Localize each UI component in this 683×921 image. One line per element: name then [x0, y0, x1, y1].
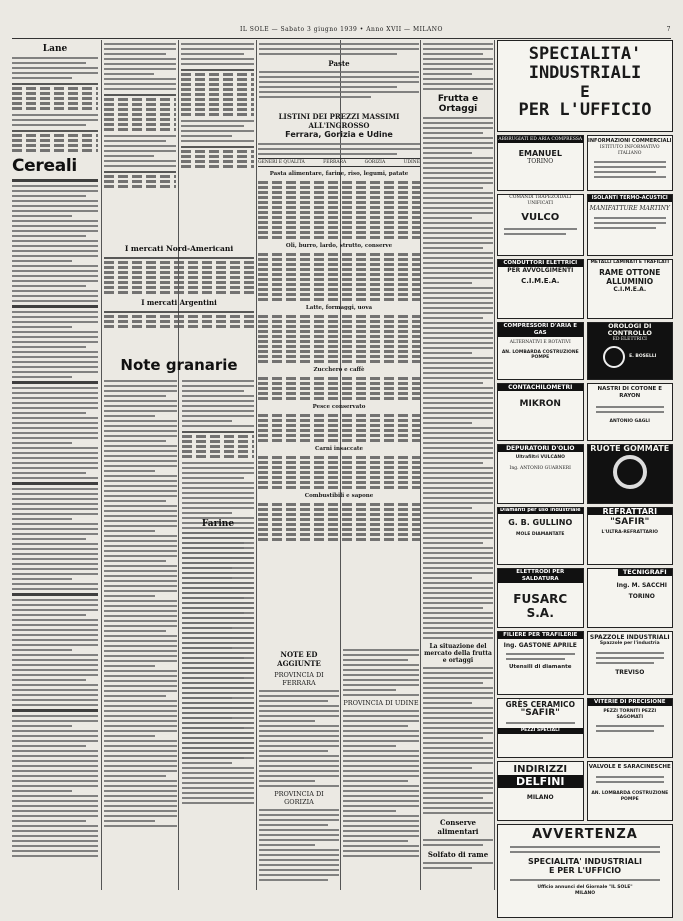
- ad-depuratori-sub: Ultrafiltri VULCANO: [515, 455, 565, 460]
- listino-category: Oli, burro, lardo, strutto, conserve: [285, 243, 393, 249]
- frutta-heading: Frutta e Ortaggi: [437, 94, 479, 114]
- ad-header-line2: INDUSTRIALI: [528, 63, 642, 83]
- ad-tecnigrafi-city: TORINO: [628, 593, 655, 600]
- listino-col-udine: UDINE: [403, 160, 420, 165]
- listino-category: Pesce conservato: [312, 404, 366, 410]
- ad-contachilometri: [497, 383, 584, 441]
- ad-filiere: [497, 631, 584, 695]
- ad-compressori-title: COMPRESSORI D'ARIA E GAS: [498, 323, 583, 337]
- ad-header-line1: SPECIALITA': [528, 44, 642, 64]
- column-rule: [101, 40, 102, 890]
- ad-orologi-title: OROLOGI DI CONTROLLO: [607, 322, 652, 337]
- ad-emanuel: [497, 135, 584, 191]
- ad-conduttori-sub: PER AVVOLGIMENTI: [507, 267, 574, 274]
- ad-compressori-name: AN. LOMBARDA COSTRUZIONE POMPE: [501, 349, 579, 360]
- listino-subtitle: Ferrara, Gorizia e Udine: [285, 130, 393, 139]
- ad-vulco: [497, 194, 584, 256]
- lane-heading: Lane: [42, 44, 68, 54]
- provincia-ferrara: PROVINCIA DI FERRARA: [274, 671, 324, 687]
- ad-indirizzi: [497, 761, 584, 821]
- ad-avvertenza-title: AVVERTENZA: [532, 827, 638, 842]
- ad-vulco-name: VULCO: [521, 212, 560, 223]
- ad-emanuel-title: ABBRUGIATI ED ARIA COMPRESSA: [498, 137, 583, 142]
- ad-viterie-title: VITERIE DI PRECISIONE: [588, 699, 673, 706]
- solfato-heading: Solfato di rame: [427, 850, 489, 859]
- ad-valvole: [587, 761, 674, 821]
- listino-col-ferrara: FERRARA: [323, 160, 347, 165]
- ad-header-line3: E: [580, 82, 590, 101]
- mercati-na-heading: I mercati Nord-Americani: [124, 244, 234, 253]
- paste-heading: Paste: [328, 59, 350, 68]
- ad-spazzole-title: SPAZZOLE INDUSTRIALI: [589, 634, 670, 641]
- ad-contachilometri-title: CONTACHILOMETRI: [498, 384, 583, 391]
- ad-diamanti: [497, 507, 584, 565]
- note-aggiunte-heading: NOTE ED AGGIUNTE: [277, 650, 321, 668]
- ad-gres-title: GRÈS CERAMICO: [505, 700, 575, 709]
- running-head: [12, 26, 671, 39]
- cereali-text: [12, 179, 98, 857]
- provincia-udine: PROVINCIA DI UDINE: [343, 699, 419, 707]
- ad-depuratori: [497, 444, 584, 504]
- ad-info-title: INFORMAZIONI COMMERCIALI: [587, 138, 672, 144]
- ad-refrattari: [587, 507, 674, 565]
- ad-orologi-sub: ED ELETTRICI: [612, 337, 647, 342]
- ad-valvole-name: AN. LOMBARDA COSTRUZIONE POMPE: [591, 791, 669, 802]
- provincia-udine-block: [343, 646, 419, 890]
- listino-col-generi: GENERI E QUALITÀ: [258, 160, 305, 165]
- ad-elettrodi-name: FUSARC S.A.: [513, 592, 568, 620]
- page-number: 7: [666, 26, 671, 33]
- ad-depuratori-name: Ing. ANTONIO GUARNERI: [509, 465, 571, 471]
- ad-diamanti-name: G. B. GULLINO: [508, 517, 573, 527]
- ad-gres-name: "SAFIR": [520, 708, 560, 718]
- ad-info-sub: ISTITUTO INFORMATIVO ITALIANO: [599, 145, 660, 156]
- ad-refrattari-name: "SAFIR": [610, 517, 650, 527]
- ad-indirizzi-name: DELFINI: [498, 775, 583, 788]
- ad-emanuel-name: EMANUEL: [518, 149, 562, 158]
- ad-orologi: [587, 322, 674, 380]
- ad-nastri-name: ANTONIO GAGLI: [609, 419, 650, 424]
- ad-tecnigrafi-name: Ing. M. SACCHI: [616, 582, 668, 589]
- listino-title: LISTINI DEI PREZZI MASSIMI ALL'INGROSSO: [278, 112, 400, 130]
- ad-metalli: [587, 259, 674, 319]
- ad-specialita-header: [497, 40, 673, 132]
- running-head-text: IL SOLE — Sabato 3 giugno 1939 • Anno XVII — MILANO: [240, 26, 443, 33]
- ad-conduttori-title: CONDUTTORI ELETTRICI: [498, 260, 583, 267]
- listino-category: Latte, formaggi, uova: [305, 305, 373, 311]
- ad-filiere-name: Ing. GASTONE APRILE: [503, 642, 577, 649]
- ad-contachilometri-name: MIKRON: [519, 399, 561, 409]
- ad-compressori-sub: ALTERNATIVI E ROTATIVI: [509, 340, 571, 345]
- ad-elettrodi-title: ELETTRODI PER SALDATURA: [498, 569, 583, 583]
- lane-text: [12, 57, 98, 79]
- ad-nastri: [587, 383, 674, 441]
- listino-header-row: [258, 158, 420, 167]
- ad-isolanti-name: MANIFATTURE MARTINY: [589, 205, 670, 212]
- ad-gres: [497, 698, 584, 758]
- ad-indirizzi-title: INDIRIZZI: [513, 764, 568, 775]
- ad-spazzole-sub: Spazzole per l'industria: [599, 641, 660, 646]
- ad-compressori: [497, 322, 584, 380]
- conserve-heading: Conserve alimentari: [437, 818, 479, 836]
- listino-col-gorizia: GORIZIA: [364, 160, 386, 165]
- listino-category: Zucchero e caffè: [313, 367, 365, 373]
- ad-refrattari-title: REFRATTARI: [588, 508, 673, 515]
- ad-avvertenza-mid2: E PER L'UFFICIO: [548, 866, 622, 875]
- column-1: [12, 40, 98, 888]
- provincia-gorizia: PROVINCIA DI GORIZIA: [274, 790, 324, 806]
- frutta-column: [423, 40, 493, 888]
- lane-table: [12, 83, 98, 110]
- ad-diamanti-title: Diamanti per uso industriale: [499, 507, 581, 513]
- ad-tecnigrafi-title: TECNIGRAFI: [618, 569, 673, 576]
- ad-orologi-name: E. BOSELLI: [629, 353, 657, 359]
- ad-avvertenza-mid1: SPECIALITA' INDUSTRIALI: [528, 857, 642, 866]
- ad-metalli-name: C.I.M.E.A.: [613, 285, 647, 293]
- ad-avvertenza-foot: Ufficio annunci del Giornale "IL SOLE": [537, 885, 633, 890]
- ad-vulco-title: COMANDI TRAPEZOIDALI UNIFICATI: [509, 195, 572, 206]
- ad-indirizzi-city: MILANO: [526, 794, 554, 801]
- note-granarie-heading: Note granarie: [120, 356, 238, 374]
- situazione-heading: La situazione del mercato della frutta e ortaggi: [424, 643, 492, 664]
- ad-tecnigrafi: [587, 568, 674, 628]
- mercati-arg-heading: I mercati Argentini: [141, 298, 217, 307]
- ad-header-line4: PER L'UFFICIO: [518, 100, 652, 120]
- ad-depuratori-title: DEPURATORI D'OLIO: [498, 445, 583, 452]
- listino-category: Carni insaccate: [315, 446, 363, 452]
- column-rule: [420, 40, 421, 890]
- ad-spazzole-city: TREVISO: [615, 668, 645, 676]
- ad-spazzole: [587, 631, 674, 695]
- ad-filiere-sub: Utensili di diamante: [508, 664, 572, 670]
- farine-heading: Farine: [201, 519, 235, 529]
- mercati-na-block: [104, 240, 254, 350]
- listino-prezzi: [258, 112, 420, 545]
- listino-category: Pasta alimentare, farine, riso, legumi, patate: [269, 171, 409, 177]
- ad-diamanti-sub: MOLE DIAMANTATE: [516, 531, 565, 537]
- ad-avvertenza: [497, 824, 673, 918]
- ad-informazioni: [587, 135, 674, 191]
- ad-isolanti: [587, 194, 674, 256]
- column-rule: [494, 40, 495, 890]
- farine-block: [182, 515, 254, 890]
- ad-conduttori-name: C.I.M.E.A.: [521, 277, 560, 285]
- column-rule: [256, 40, 257, 890]
- note-aggiunte-block: [259, 646, 339, 890]
- ad-viterie: [587, 698, 674, 758]
- paste-block: [259, 40, 419, 110]
- ad-ruote-title: RUOTE GOMMATE: [590, 444, 670, 453]
- ad-emanuel-city: TORINO: [527, 158, 554, 165]
- ad-isolanti-title: ISOLANTI TERMO-ACUSTICI: [588, 195, 673, 202]
- ad-viterie-sub: PEZZI TORNITI PEZZI SAGOMATI: [603, 709, 657, 720]
- ad-metalli-title: METALLI LAMINATI E TRAFILATI: [590, 260, 670, 265]
- ad-valvole-title: VALVOLE E SARACINESCHE: [588, 764, 671, 770]
- clock-icon: [603, 346, 625, 368]
- ad-metalli-sub: RAME OTTONE ALLUMINIO: [599, 267, 661, 286]
- ad-filiere-title: FILIERE PER TRAFILERIE: [498, 632, 583, 639]
- ad-conduttori: [497, 259, 584, 319]
- ad-avvertenza-city: MILANO: [574, 890, 596, 896]
- cereali-heading: Cereali: [12, 156, 77, 176]
- ad-nastri-title: NASTRI DI COTONE E RAYON: [597, 386, 662, 399]
- ads-column: [497, 40, 673, 921]
- ad-ruote: [587, 444, 674, 504]
- listino-category: Combustibili e sapone: [304, 493, 374, 499]
- ad-elettrodi: [497, 568, 584, 628]
- wheel-icon: [613, 455, 647, 489]
- ad-refrattari-sub: L'ULTRA-REFRATTARIO: [601, 530, 658, 535]
- ad-gres-sub: PEZZI SPECIALI: [498, 728, 583, 734]
